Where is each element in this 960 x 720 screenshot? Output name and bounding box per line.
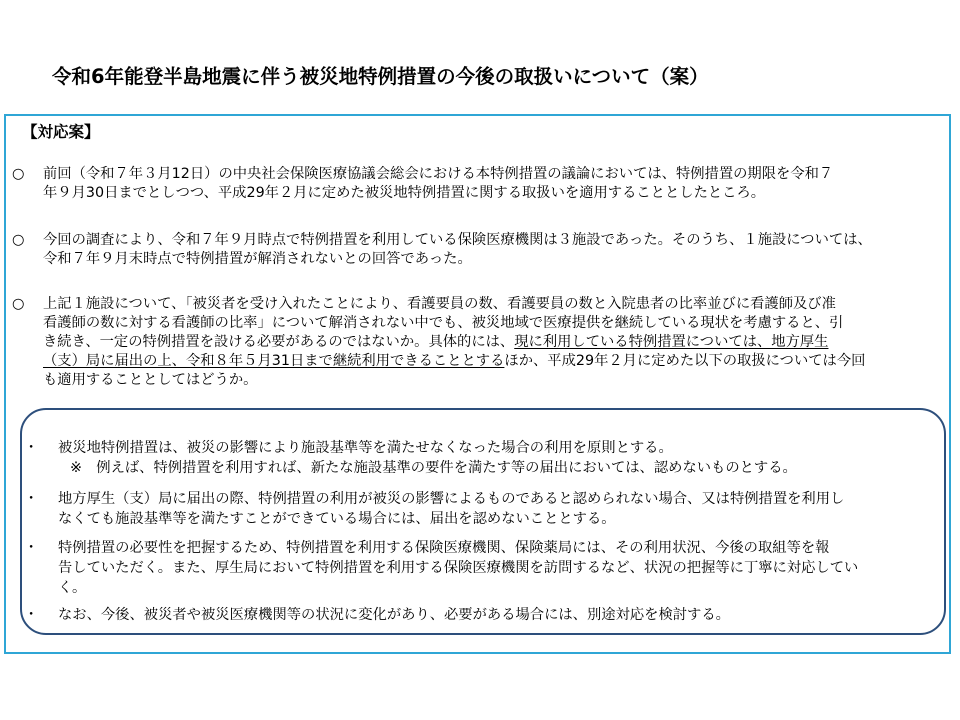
paragraph-line: 令和７年９月末時点で特例措置が解消されないとの回答であった。	[43, 251, 472, 267]
paragraph-line: 看護師の数に対する看護師の比率」について解消されない中でも、被災地域で医療提供を継続している現状を考慮すると、引	[43, 315, 844, 331]
rule-line: なお、今後、被災者や被災医療機関等の状況に変化があり、必要がある場合には、別途対応を検討する。	[58, 607, 730, 623]
paragraph-line: 年９月30日までとしつつ、平成29年２月に定めた被災地特例措置に関する取扱いを適用することとしたところ。	[43, 185, 766, 201]
rule-line: なくても施設基準等を満たすことができている場合には、届出を認めないこととする。	[58, 511, 616, 527]
paragraph-line: 今回の調査により、令和７年９月時点で特例措置を利用している保険医療機関は３施設であった。そのうち、１施設については、	[43, 232, 872, 248]
rule-item-4	[24, 605, 944, 625]
dot-bullet-icon: ・	[24, 540, 39, 556]
rule-line: 被災地特例措置は、被災の影響により施設基準等を満たせなくなった場合の利用を原則とする。	[58, 440, 673, 456]
rule-item-3	[24, 538, 944, 598]
paragraph-line: 前回（令和７年３月12日）の中央社会保険医療協議会総会における本特例措置の議論においては、特例措置の期限を令和７	[43, 166, 834, 182]
dot-bullet-icon: ・	[24, 607, 39, 623]
paragraph-text: き続き、一定の特例措置を設ける必要があるのではないか。具体的には、	[43, 334, 515, 350]
underlined-text: 現に利用している特例措置については、地方厚生	[514, 334, 829, 350]
paragraph-1	[12, 165, 952, 203]
paragraph-line	[12, 333, 952, 352]
rule-item-2	[24, 489, 944, 529]
paragraph-text: ほか、平成29年２月に定めた以下の取扱については今回	[504, 353, 866, 369]
paragraph-line: も適用することとしてはどうか。	[43, 372, 258, 388]
dot-bullet-icon: ・	[24, 440, 39, 456]
circle-bullet-icon: ○	[12, 232, 25, 248]
circle-bullet-icon: ○	[12, 166, 25, 182]
rule-line: 告していただく。また、厚生局において特例措置を利用する保険医療機関を訪問するなど、状況の把握等に丁寧に対応してい	[58, 560, 859, 576]
circle-bullet-icon: ○	[12, 296, 25, 312]
rule-item-1	[24, 438, 944, 478]
paragraph-line: 上記１施設について、「被災者を受け入れたことにより、看護要員の数、看護要員の数と入院患者の比率並びに看護師及び准	[43, 296, 836, 312]
underlined-text: （支）局に届出の上、令和８年５月31日まで継続利用できることとする	[43, 353, 505, 369]
rule-line: 地方厚生（支）局に届出の際、特例措置の利用が被災の影響によるものであると認められない場合、又は特例措置を利用し	[58, 491, 845, 507]
paragraph-line	[12, 352, 952, 371]
rule-note: ※ 例えば、特例措置を利用すれば、新たな施設基準の要件を満たす等の届出においては、認めないものとする。	[70, 460, 797, 476]
section-heading: 【対応案】	[22, 123, 100, 141]
dot-bullet-icon: ・	[24, 491, 39, 507]
rule-line: く。	[58, 580, 87, 596]
rule-line: 特例措置の必要性を把握するため、特例措置を利用する保険医療機関、保険薬局には、その利用状況、今後の取組等を報	[58, 540, 830, 556]
paragraph-3	[12, 295, 952, 390]
page-title: 令和6年能登半島地震に伴う被災地特例措置の今後の取扱いについて（案）	[52, 65, 709, 88]
paragraph-2	[12, 231, 952, 269]
